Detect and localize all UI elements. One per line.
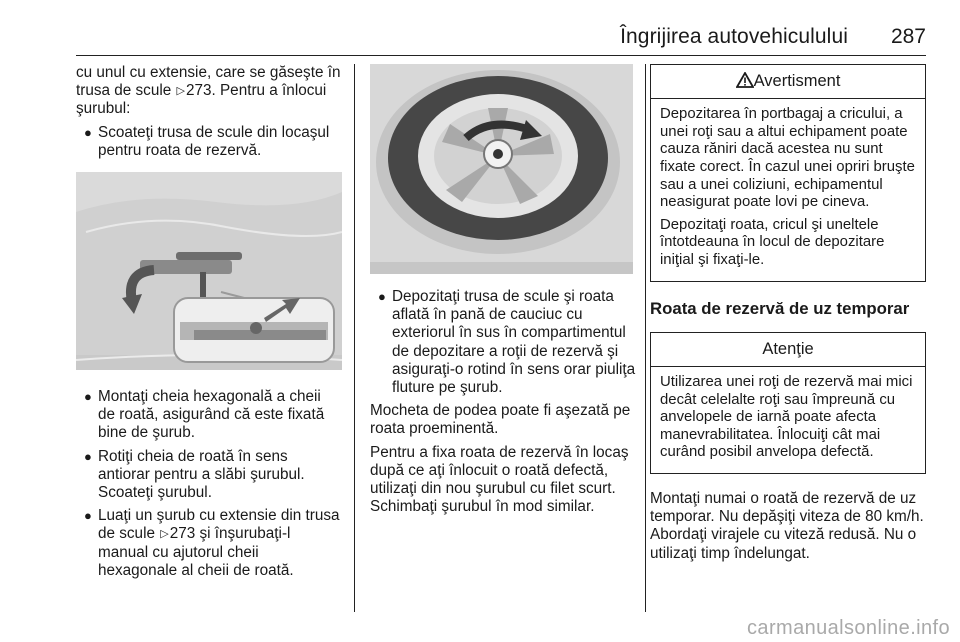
- column-left: [76, 64, 342, 585]
- bullet-icon: ●: [378, 289, 386, 304]
- bullet-icon: ●: [84, 124, 92, 140]
- column-divider: [645, 64, 646, 612]
- paragraph: Montaţi numai o roată de rezervă de uz temporar. Nu depăşiţi viteza de 80 km/h. Abordaţi virajele cu viteză redusă. Nu o utilizaţi timp îndelungat.: [650, 489, 924, 562]
- list-item: ● Montaţi cheia hexagonală a cheii de roată, asigurând că este fixată bine de şurub.: [84, 388, 325, 442]
- header-title: Îngrijirea autovehiculului: [620, 25, 848, 48]
- warning-paragraph: Depozitaţi roata, cricul şi uneltele întotdeauna în locul de depozitare iniţial şi fixaţi-le.: [660, 216, 885, 268]
- page-ref[interactable]: 273: [169, 525, 196, 543]
- caution-box: [650, 332, 926, 474]
- page-ref-arrow-icon: ▷: [176, 85, 185, 98]
- warning-paragraph: Depozitarea în portbagaj a cricului, a unei roţi sau a altui echipament poate cauza răniri dacă acestea nu sunt fixate corect. În cazul unei opriri bruşte sau a unei coliziuni, echipamentul neasigurat poate lovi pe cineva.: [660, 106, 915, 211]
- list-item: ● Rotiţi cheia de roată în sens antiorar pentru a slăbi şurubul. Scoateţi şurubul.: [84, 447, 305, 502]
- paragraph: Mocheta de podea poate fi aşezată pe roata proeminentă.: [370, 402, 631, 438]
- caution-header: Atenţie: [651, 333, 925, 367]
- warning-header: [651, 65, 925, 99]
- header-rule: [76, 55, 926, 56]
- page-ref[interactable]: 273: [185, 82, 212, 100]
- spare-wheel-in-trunk-illustration: [370, 64, 633, 274]
- column-divider: [354, 64, 355, 612]
- section-title: Roata de rezervă de uz temporar: [650, 298, 910, 318]
- warning-body: [651, 99, 925, 280]
- warning-title: Avertisment: [753, 72, 841, 90]
- list-item: ● Luaţi un şurub cu extensie din trusa de scule ▷273 şi înşurubaţi-l manual cu ajutorul cheii hexagonale al cheii de roată.: [84, 507, 340, 579]
- page-number: 287: [890, 25, 926, 48]
- caution-body: [651, 367, 925, 473]
- page-ref-arrow-icon: ▷: [160, 528, 169, 541]
- caution-paragraph: Utilizarea unei roţi de rezervă mai mici decât celelalte roţi sau împreună cu anvelopele de iarnă poate afecta manevrabilitatea. Înlocuiţi cât mai curând posibil anvelopa defectă.: [660, 373, 913, 461]
- column-right: [650, 64, 926, 568]
- paragraph: Pentru a fixa roata de rezervă în locaş după ce aţi înlocuit o roată defectă, utilizaţi din nou şurubul cu filet scurt. Schimbaţi şurubul în mod similar.: [370, 443, 629, 516]
- list-item: ● Scoateţi trusa de scule din locaşul pentru roata de rezervă.: [84, 123, 330, 159]
- column-middle: [370, 64, 636, 521]
- bullet-icon: ●: [84, 448, 92, 464]
- bullet-icon: ●: [84, 508, 92, 524]
- page-header: [76, 25, 926, 55]
- warning-triangle-icon: [736, 72, 754, 88]
- spare-wheel-bolt-illustration: [76, 172, 342, 370]
- intro-paragraph: cu unul cu extensie, care se găseşte în trusa de scule ▷273. Pentru a înlocui şurubul:: [76, 64, 341, 118]
- bullet-icon: ●: [84, 389, 92, 405]
- watermark: carmanualsonline.info: [747, 617, 950, 639]
- list-item: ● Depozitaţi trusa de scule şi roata aflată în pană de cauciuc cu exteriorul în sus în compartimentul de depozitare a roţii de rezervă şi asiguraţi-o rotind în sens orar piuliţa fluture pe şurub.: [378, 288, 636, 397]
- warning-box: [650, 64, 926, 282]
